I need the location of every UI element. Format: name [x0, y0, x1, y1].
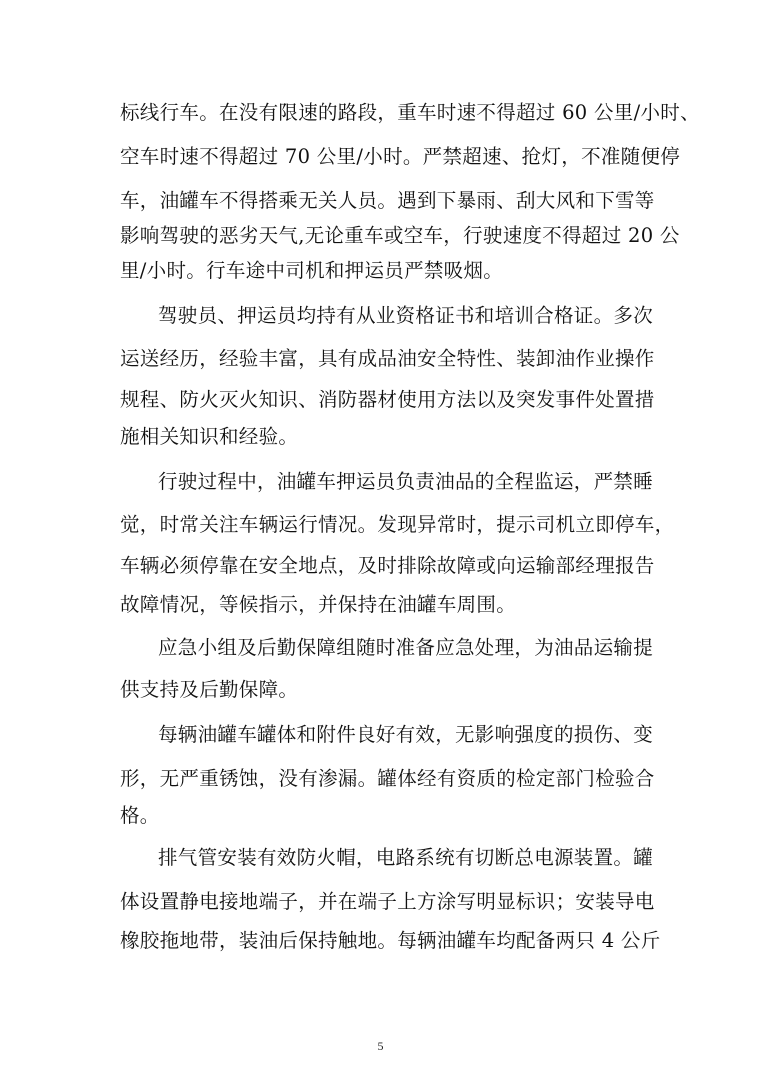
text-line: 格。: [120, 804, 160, 827]
text-line: 故障情况，等候指示，并保持在油罐车周围。: [120, 593, 517, 616]
text-line: 车，油罐车不得搭乘无关人员。遇到下暴雨、刮大风和下雪等: [120, 189, 655, 212]
text-line: 运送经历，经验丰富，具有成品油安全特性、装卸油作业操作: [120, 347, 655, 370]
text-line: 影响驾驶的恶劣天气,无论重车或空车，行驶速度不得超过 20 公: [120, 224, 680, 247]
text-line: 觉，时常关注车辆运行情况。发现异常时，提示司机立即停车，: [120, 513, 675, 536]
text-line: 空车时速不得超过 70 公里/小时。严禁超速、抢灯，不准随便停: [120, 145, 681, 168]
paragraph-first-line: 应急小组及后勤保障组随时准备应急处理，为油品运输提: [158, 636, 654, 659]
paragraph-first-line: 驾驶员、押运员均持有从业资格证书和培训合格证。多次: [158, 304, 654, 327]
text-line: 供支持及后勤保障。: [120, 678, 299, 701]
text-line: 车辆必须停靠在安全地点，及时排除故障或向运输部经理报告: [120, 554, 655, 577]
text-line: 施相关知识和经验。: [120, 425, 299, 448]
paragraph-first-line: 每辆油罐车罐体和附件良好有效，无影响强度的损伤、变: [158, 723, 654, 746]
text-line: 体设置静电接地端子，并在端子上方涂写明显标识；安装导电: [120, 890, 655, 913]
text-line: 规程、防火灭火知识、消防器材使用方法以及突发事件处置措: [120, 388, 655, 411]
text-line: 橡胶拖地带，装油后保持触地。每辆油罐车均配备两只 4 公斤: [120, 929, 661, 952]
text-line: 形，无严重锈蚀，没有渗漏。罐体经有资质的检定部门检验合: [120, 767, 655, 790]
page-number: 5: [377, 1039, 384, 1053]
text-line: 里/小时。行车途中司机和押运员严禁吸烟。: [120, 259, 504, 282]
paragraph-first-line: 行驶过程中，油罐车押运员负责油品的全程监运，严禁睡: [158, 470, 654, 493]
paragraph-first-line: 排气管安装有效防火帽，电路系统有切断总电源装置。罐: [158, 846, 654, 869]
text-line: 标线行车。在没有限速的路段，重车时速不得超过 60 公里/小时、: [120, 101, 700, 124]
